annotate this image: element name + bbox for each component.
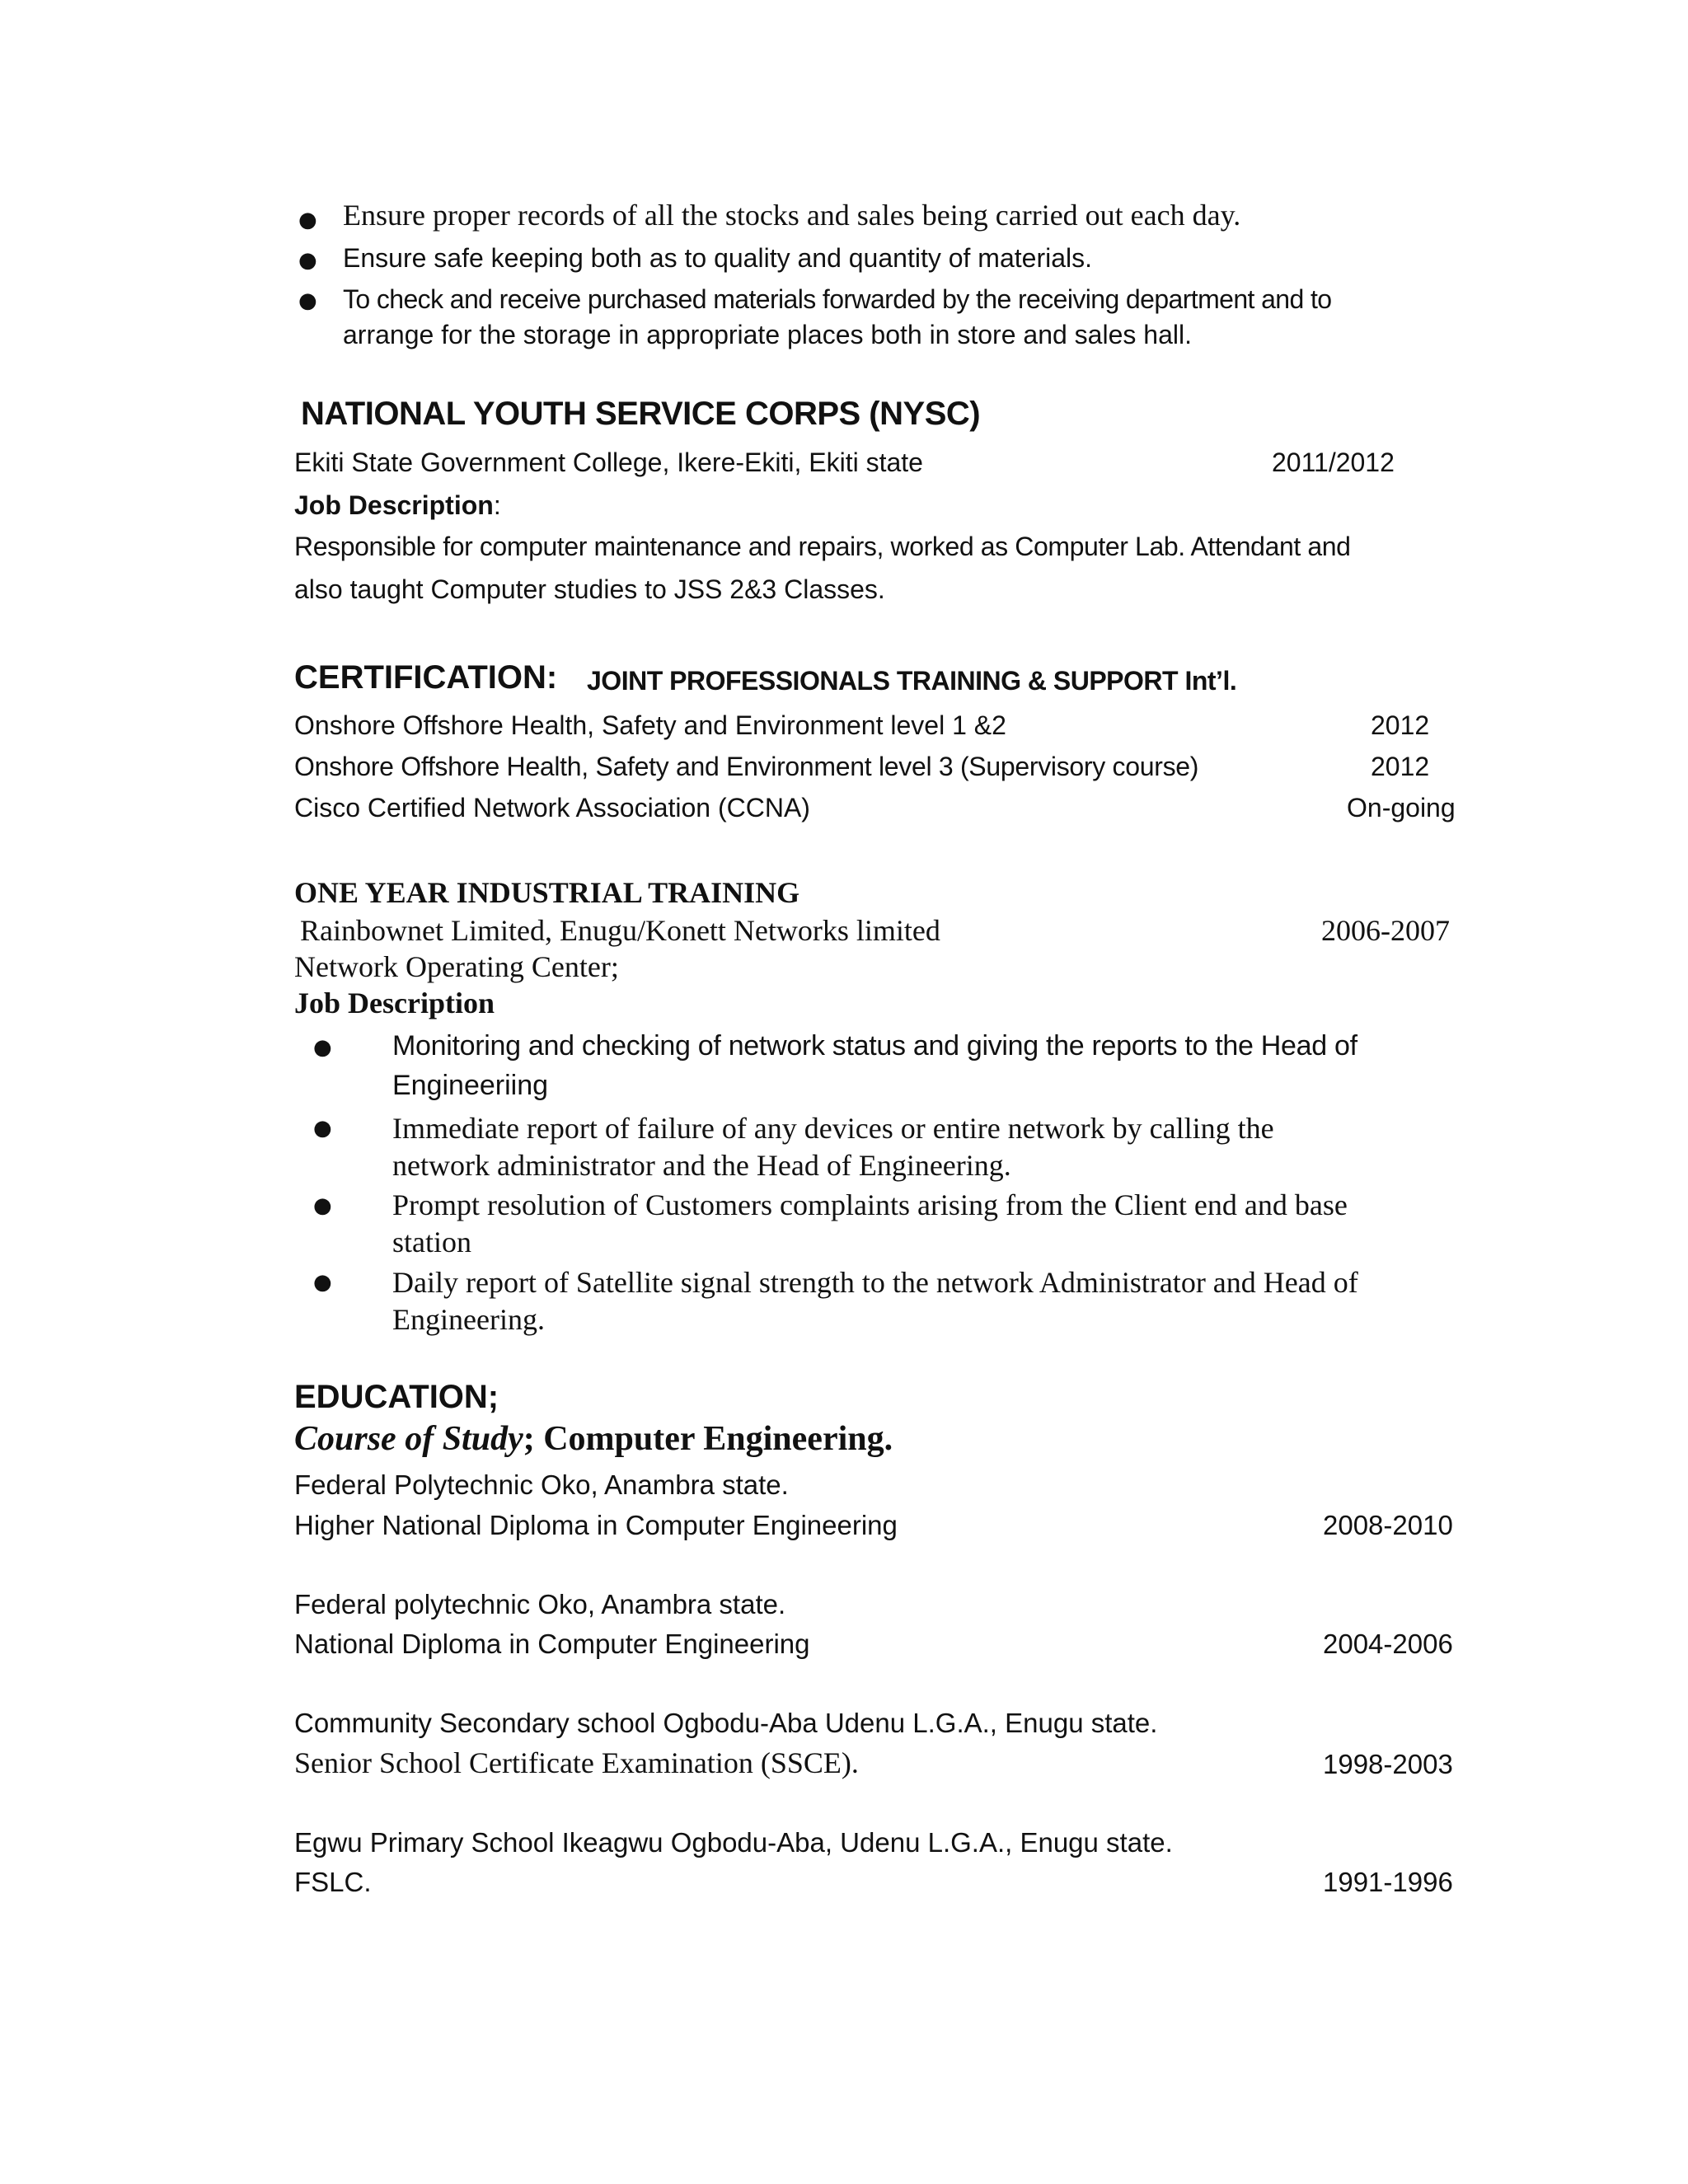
cert-item-3-year: On-going xyxy=(1347,793,1456,823)
nysc-desc-line2: also taught Computer studies to JSS 2&3 Classes. xyxy=(294,574,885,604)
edu-3-award: Senior School Certificate Examination (SSCE). xyxy=(294,1746,859,1779)
edu-1-school: Federal Polytechnic Oko, Anambra state. xyxy=(294,1469,789,1500)
training-bullet-4-line2: Engineering. xyxy=(392,1303,545,1336)
edu-1-year: 2008-2010 xyxy=(1323,1510,1453,1540)
bullet-icon: ● xyxy=(313,1193,332,1218)
nysc-place: Ekiti State Government College, Ikere-Ekiti, Ekiti state xyxy=(294,448,923,477)
cert-item-2-name: Onshore Offshore Health, Safety and Environment level 3 (Supervisory course) xyxy=(294,752,1199,781)
bullet-icon: ● xyxy=(313,1035,332,1060)
edu-2-award: National Diploma in Computer Engineering xyxy=(294,1629,810,1659)
nysc-desc-line1: Responsible for computer maintenance and repairs, worked as Computer Lab. Attendant and xyxy=(294,532,1351,561)
course-name: Computer Engineering. xyxy=(534,1420,893,1458)
top-bullet-3-line2: arrange for the storage in appropriate places both in store and sales hall. xyxy=(343,320,1192,349)
training-year: 2006-2007 xyxy=(1321,914,1450,947)
edu-3-year: 1998-2003 xyxy=(1323,1749,1453,1779)
bullet-icon: ● xyxy=(298,288,317,313)
training-bullet-3-line1: Prompt resolution of Customers complaints arising from the Client end and base xyxy=(392,1188,1348,1221)
top-bullet-1: Ensure proper records of all the stocks and sales being carried out each day. xyxy=(343,199,1241,232)
training-heading: ONE YEAR INDUSTRIAL TRAINING xyxy=(294,876,800,909)
edu-2-school: Federal polytechnic Oko, Anambra state. xyxy=(294,1589,786,1619)
edu-1-award: Higher National Diploma in Computer Engineering xyxy=(294,1510,898,1540)
course-label: Course of Study xyxy=(294,1420,523,1458)
nysc-job-colon: : xyxy=(493,490,501,520)
top-bullet-2: Ensure safe keeping both as to quality and quantity of materials. xyxy=(343,243,1092,273)
course-separator: ; xyxy=(523,1420,535,1458)
training-job-label: Job Description xyxy=(294,987,495,1019)
certification-org: JOINT PROFESSIONALS TRAINING & SUPPORT Int’l. xyxy=(587,666,1237,696)
training-place: Rainbownet Limited, Enugu/Konett Networks limited xyxy=(300,914,940,947)
training-bullet-1-line1: Monitoring and checking of network status and giving the reports to the Head of xyxy=(392,1030,1357,1062)
top-bullet-3-line1: To check and receive purchased materials forwarded by the receiving department and to xyxy=(343,284,1332,314)
bullet-icon: ● xyxy=(313,1116,332,1141)
nysc-job-description xyxy=(294,490,501,521)
bullet-icon: ● xyxy=(298,248,317,273)
nysc-job-label: Job Description xyxy=(294,490,494,520)
edu-4-award: FSLC. xyxy=(294,1867,372,1897)
training-bullet-2-line2: network administrator and the Head of Engineering. xyxy=(392,1149,1011,1182)
cert-item-1-year: 2012 xyxy=(1371,710,1430,740)
edu-4-school: Egwu Primary School Ikeagwu Ogbodu-Aba, Udenu L.G.A., Enugu state. xyxy=(294,1827,1173,1858)
training-bullet-2-line1: Immediate report of failure of any devices or entire network by calling the xyxy=(392,1112,1274,1145)
bullet-icon: ● xyxy=(298,208,317,232)
certification-heading: CERTIFICATION: xyxy=(294,659,558,696)
edu-3-school: Community Secondary school Ogbodu-Aba Udenu L.G.A., Enugu state. xyxy=(294,1708,1158,1738)
cert-item-2-year: 2012 xyxy=(1371,752,1430,781)
nysc-heading: NATIONAL YOUTH SERVICE CORPS (NYSC) xyxy=(301,396,981,432)
edu-2-year: 2004-2006 xyxy=(1323,1629,1453,1659)
training-bullet-4-line1: Daily report of Satellite signal strength to the network Administrator and Head of xyxy=(392,1266,1358,1299)
course-of-study xyxy=(294,1419,893,1459)
bullet-icon: ● xyxy=(313,1270,332,1295)
education-heading: EDUCATION; xyxy=(294,1379,499,1415)
cert-item-1-name: Onshore Offshore Health, Safety and Environment level 1 &2 xyxy=(294,710,1006,740)
nysc-year: 2011/2012 xyxy=(1272,448,1395,477)
edu-4-year: 1991-1996 xyxy=(1323,1867,1453,1897)
training-bullet-3-line2: station xyxy=(392,1226,471,1258)
training-center: Network Operating Center; xyxy=(294,950,619,983)
cert-item-3-name: Cisco Certified Network Association (CCNA) xyxy=(294,793,810,823)
training-bullet-1-line2: Engineeriing xyxy=(392,1070,549,1101)
